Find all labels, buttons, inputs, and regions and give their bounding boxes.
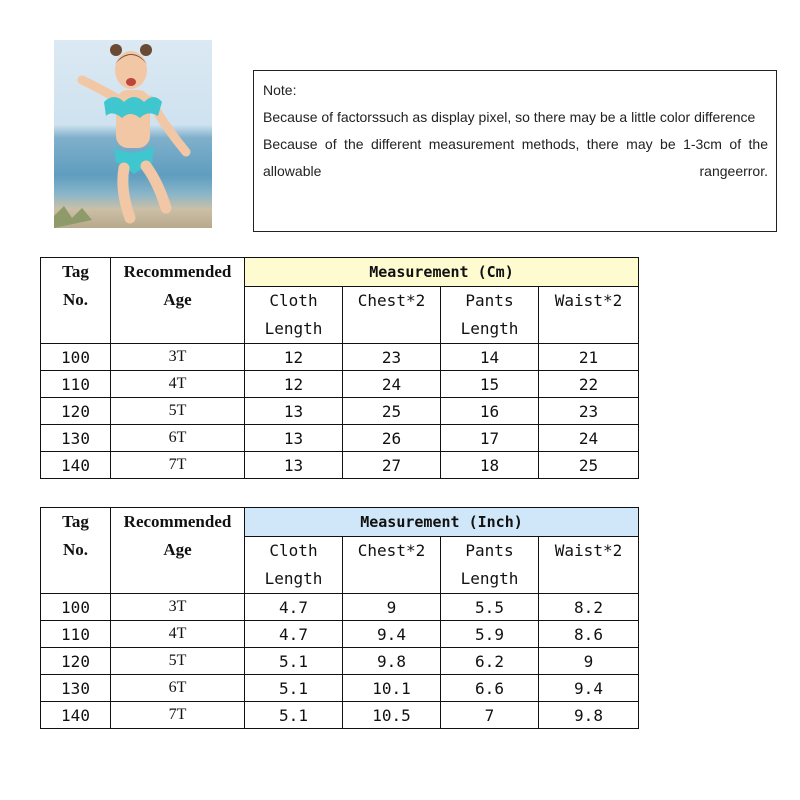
subheader-text: Waist*2 xyxy=(554,291,623,310)
cell-chest: 24 xyxy=(343,371,441,398)
subheader-text: Pants xyxy=(465,291,514,310)
cell-waist: 21 xyxy=(539,344,639,371)
cell-age: 3T xyxy=(111,344,245,371)
cell-age: 3T xyxy=(111,594,245,621)
product-photo xyxy=(54,40,212,228)
cell-tag: 120 xyxy=(41,648,111,675)
header-tag-no xyxy=(41,258,111,344)
cell-waist: 23 xyxy=(539,398,639,425)
cell-tag: 130 xyxy=(41,675,111,702)
table-row xyxy=(41,425,639,452)
cell-waist: 25 xyxy=(539,452,639,479)
cell-pants-length: 6.2 xyxy=(441,648,539,675)
table-row xyxy=(41,398,639,425)
subheader-text: Length xyxy=(460,569,519,588)
cell-waist: 8.2 xyxy=(539,594,639,621)
cell-age: 5T xyxy=(111,648,245,675)
cell-chest: 23 xyxy=(343,344,441,371)
header-age-line2: Age xyxy=(163,540,192,559)
cell-cloth-length: 13 xyxy=(245,398,343,425)
table-row xyxy=(41,648,639,675)
subheader-text: Chest*2 xyxy=(357,291,426,310)
cell-tag: 140 xyxy=(41,702,111,729)
cell-chest: 9.8 xyxy=(343,648,441,675)
cell-tag: 140 xyxy=(41,452,111,479)
subheader-pants-length xyxy=(441,287,539,344)
cell-cloth-length: 5.1 xyxy=(245,675,343,702)
header-tag-line1: Tag xyxy=(62,262,89,281)
cell-pants-length: 5.9 xyxy=(441,621,539,648)
header-age-line1: Recommended xyxy=(123,512,232,531)
cell-pants-length: 7 xyxy=(441,702,539,729)
header-tag-no xyxy=(41,508,111,594)
cell-waist: 24 xyxy=(539,425,639,452)
cell-pants-length: 17 xyxy=(441,425,539,452)
cell-tag: 110 xyxy=(41,371,111,398)
cell-tag: 100 xyxy=(41,344,111,371)
cell-chest: 9.4 xyxy=(343,621,441,648)
size-table-cm xyxy=(40,257,639,479)
note-box xyxy=(253,70,777,232)
subheader-text: Length xyxy=(264,319,323,338)
cell-cloth-length: 5.1 xyxy=(245,702,343,729)
cell-cloth-length: 13 xyxy=(245,425,343,452)
header-age-line1: Recommended xyxy=(123,262,232,281)
cell-pants-length: 6.6 xyxy=(441,675,539,702)
cell-tag: 110 xyxy=(41,621,111,648)
cell-cloth-length: 4.7 xyxy=(245,621,343,648)
subheader-text: Length xyxy=(264,569,323,588)
subheader-chest xyxy=(343,537,441,594)
cell-age: 7T xyxy=(111,702,245,729)
size-table-inch xyxy=(40,507,639,729)
subheader-waist xyxy=(539,287,639,344)
cell-cloth-length: 12 xyxy=(245,344,343,371)
cell-age: 6T xyxy=(111,675,245,702)
cell-age: 6T xyxy=(111,425,245,452)
cell-chest: 9 xyxy=(343,594,441,621)
cell-pants-length: 14 xyxy=(441,344,539,371)
cell-cloth-length: 13 xyxy=(245,452,343,479)
subheader-text: Chest*2 xyxy=(357,541,426,560)
cell-waist: 9.8 xyxy=(539,702,639,729)
child-swimsuit-illustration xyxy=(54,40,212,228)
header-measurement-cm: Measurement (Cm) xyxy=(245,258,639,287)
cell-pants-length: 15 xyxy=(441,371,539,398)
table-row xyxy=(41,621,639,648)
subheader-cloth-length xyxy=(245,537,343,594)
subheader-pants-length xyxy=(441,537,539,594)
cell-chest: 26 xyxy=(343,425,441,452)
note-line-1: Because of factorssuch as display pixel, so there may be a little color difference xyxy=(263,109,756,125)
cell-age: 4T xyxy=(111,371,245,398)
cell-waist: 8.6 xyxy=(539,621,639,648)
cell-cloth-length: 4.7 xyxy=(245,594,343,621)
cell-age: 4T xyxy=(111,621,245,648)
cell-waist: 9 xyxy=(539,648,639,675)
header-age-line2: Age xyxy=(163,290,192,309)
cell-age: 7T xyxy=(111,452,245,479)
cell-chest: 27 xyxy=(343,452,441,479)
cell-chest: 10.5 xyxy=(343,702,441,729)
cell-pants-length: 16 xyxy=(441,398,539,425)
cell-cloth-length: 12 xyxy=(245,371,343,398)
cell-chest: 25 xyxy=(343,398,441,425)
table-row xyxy=(41,452,639,479)
header-recommended-age xyxy=(111,508,245,594)
header-tag-line2: No. xyxy=(62,540,89,559)
table-row xyxy=(41,371,639,398)
cell-pants-length: 5.5 xyxy=(441,594,539,621)
header-measurement-inch: Measurement (Inch) xyxy=(245,508,639,537)
header-recommended-age xyxy=(111,258,245,344)
subheader-text: Length xyxy=(460,319,519,338)
cell-age: 5T xyxy=(111,398,245,425)
header-tag-line2: No. xyxy=(62,290,89,309)
cell-waist: 9.4 xyxy=(539,675,639,702)
header-tag-line1: Tag xyxy=(62,512,89,531)
cell-waist: 22 xyxy=(539,371,639,398)
table-row xyxy=(41,675,639,702)
cell-tag: 130 xyxy=(41,425,111,452)
subheader-chest xyxy=(343,287,441,344)
subheader-text: Cloth xyxy=(269,541,318,560)
cell-tag: 100 xyxy=(41,594,111,621)
table-row xyxy=(41,702,639,729)
subheader-cloth-length xyxy=(245,287,343,344)
cell-cloth-length: 5.1 xyxy=(245,648,343,675)
table-row xyxy=(41,344,639,371)
subheader-text: Cloth xyxy=(269,291,318,310)
note-line-2: Because of the different measurement methods, there may be 1-3cm of the allowable rangeerror. xyxy=(263,136,768,179)
table-row xyxy=(41,594,639,621)
subheader-text: Pants xyxy=(465,541,514,560)
cell-chest: 10.1 xyxy=(343,675,441,702)
subheader-waist xyxy=(539,537,639,594)
cell-tag: 120 xyxy=(41,398,111,425)
note-heading: Note: xyxy=(263,82,297,98)
cell-pants-length: 18 xyxy=(441,452,539,479)
subheader-text: Waist*2 xyxy=(554,541,623,560)
